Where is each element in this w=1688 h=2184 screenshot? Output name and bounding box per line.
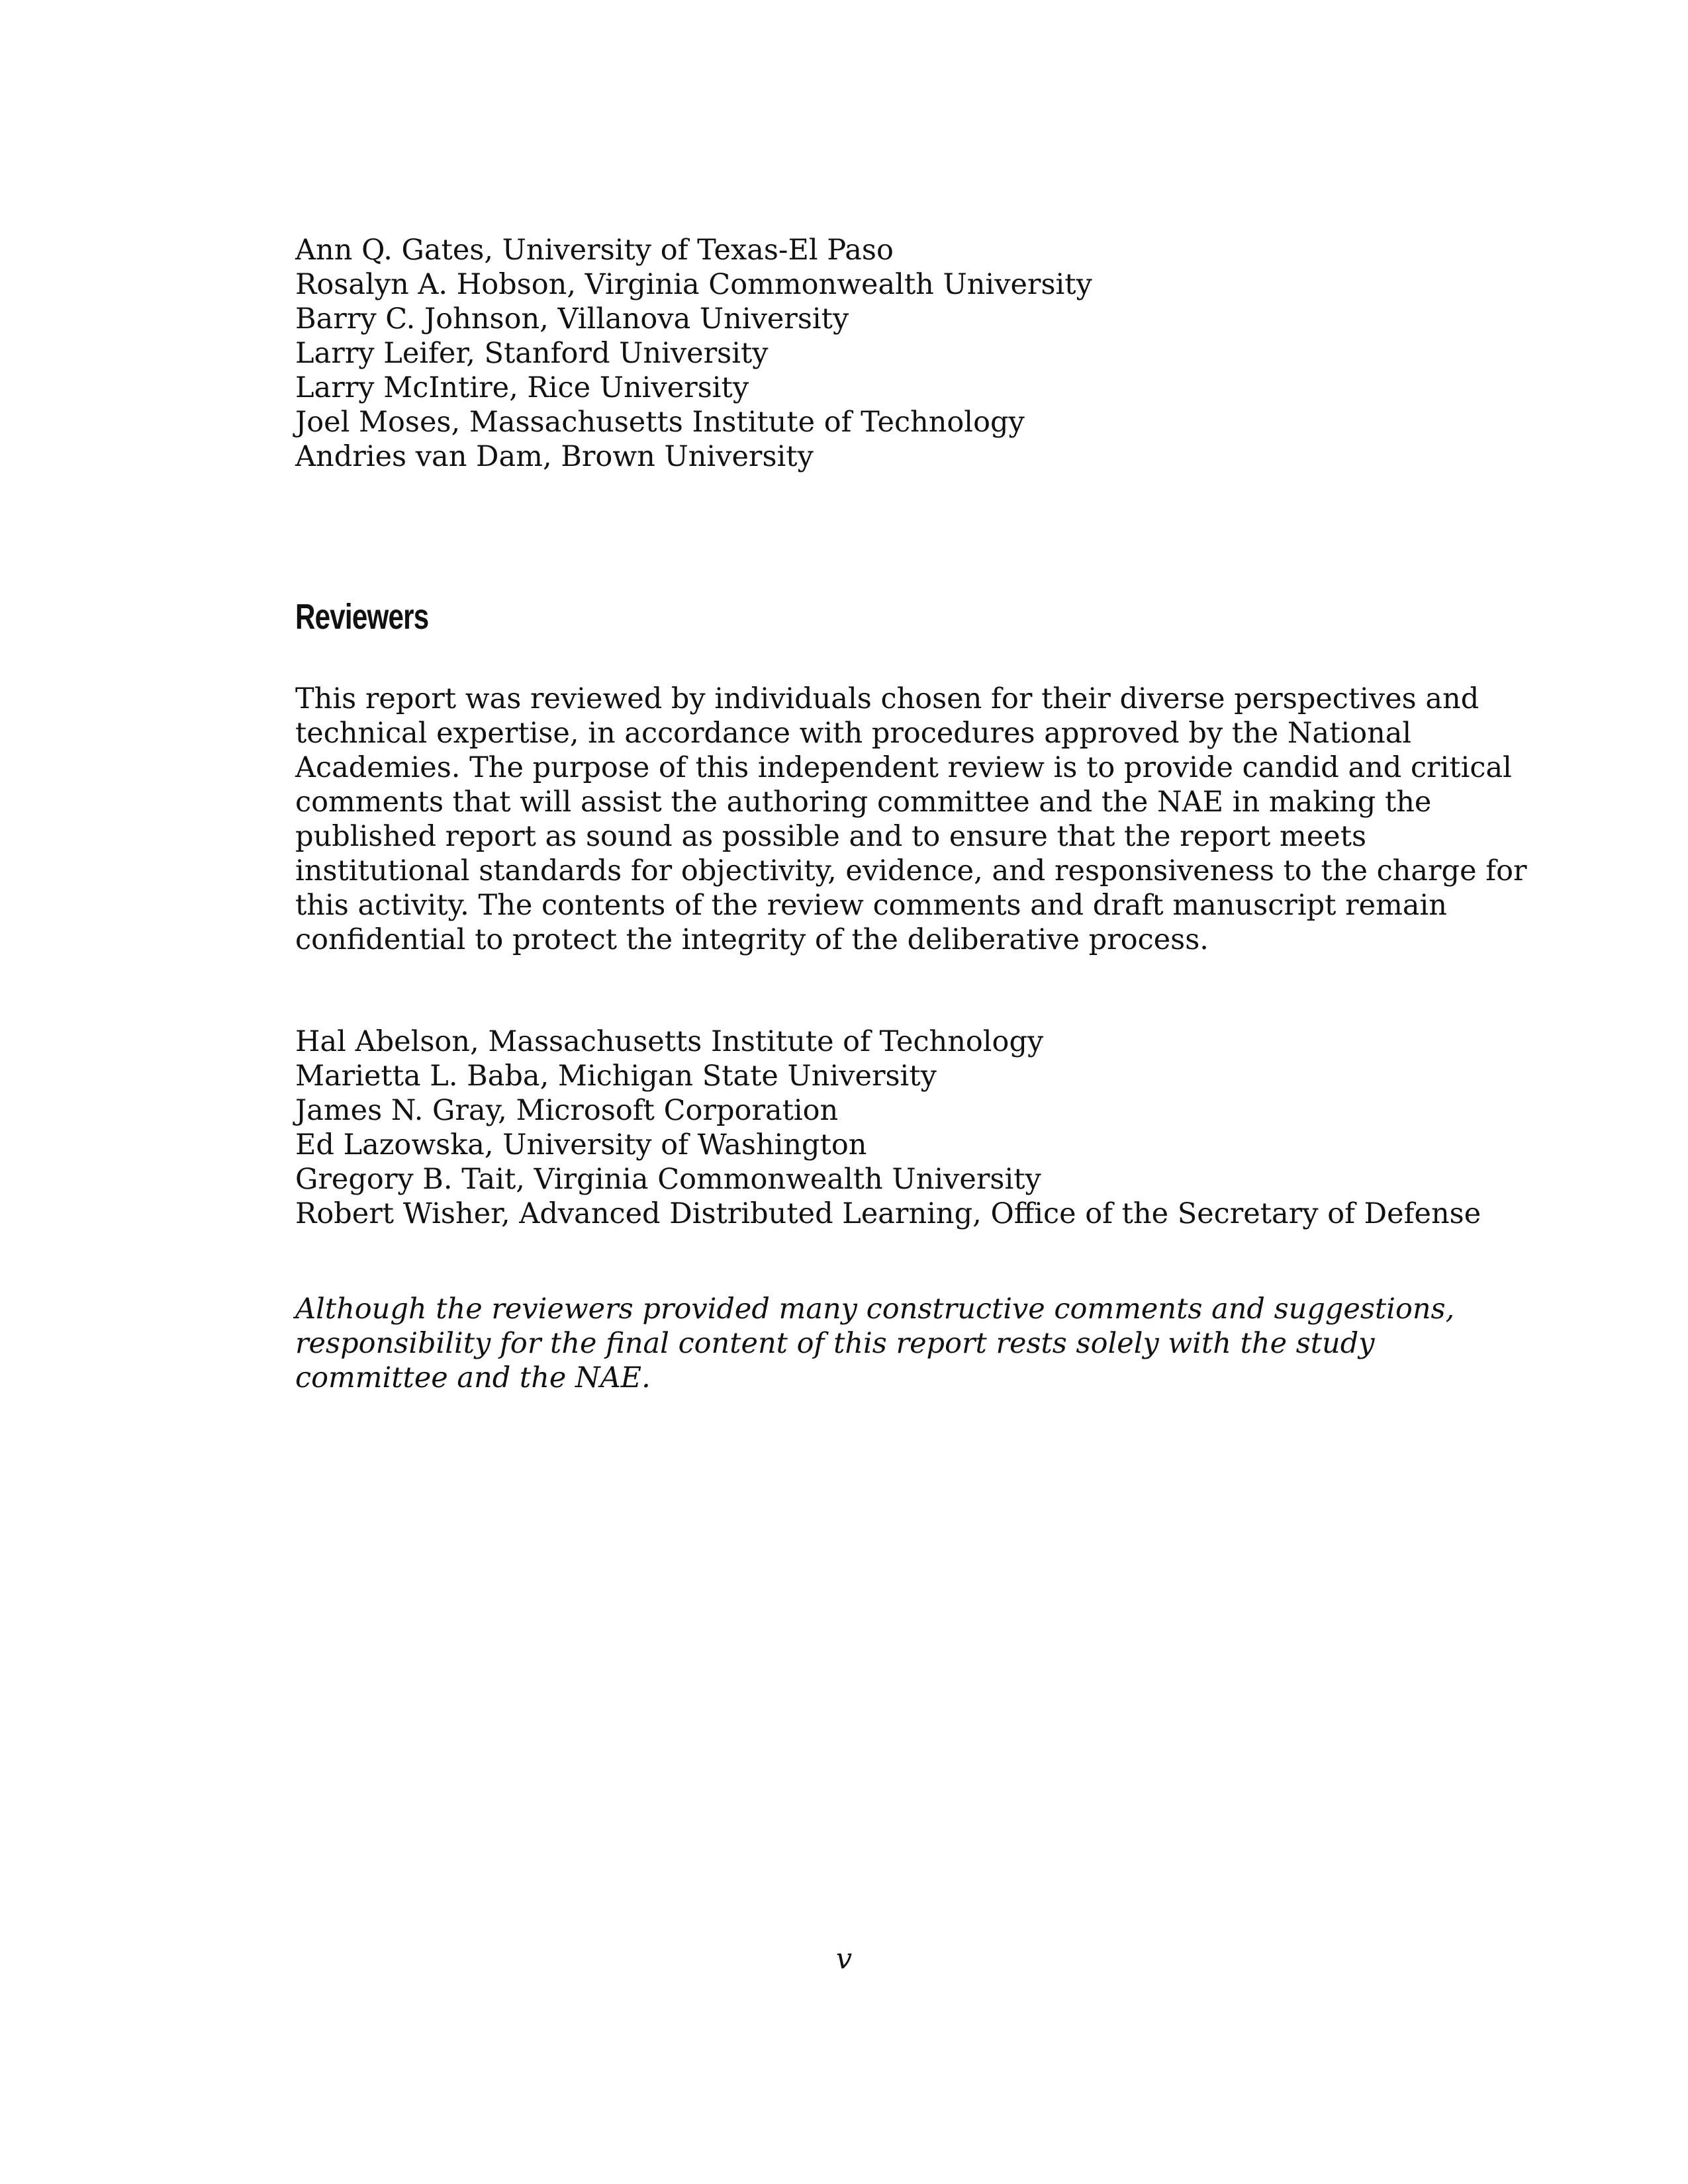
- committee-member: Larry McIntire, Rice University: [295, 371, 749, 404]
- committee-member: Andries van Dam, Brown University: [295, 440, 814, 473]
- reviewer: Hal Abelson, Massachusetts Institute of Technology: [295, 1025, 1044, 1058]
- reviewer: Gregory B. Tait, Virginia Commonwealth University: [295, 1163, 1041, 1196]
- paragraph-line: This report was reviewed by individuals chosen for their diverse perspectives and: [295, 682, 1479, 715]
- paragraph-line: Academies. The purpose of this independent review is to provide candid and critical: [295, 751, 1512, 784]
- committee-member: Ann Q. Gates, University of Texas-El Paso: [295, 234, 894, 267]
- paragraph-line: confidential to protect the integrity of the deliberative process.: [295, 923, 1209, 956]
- disclaimer-line: committee and the NAE.: [295, 1361, 651, 1394]
- reviewer: Marietta L. Baba, Michigan State University: [295, 1060, 937, 1093]
- reviewers-intro-paragraph: [295, 682, 1527, 957]
- committee-member: Larry Leifer, Stanford University: [295, 337, 769, 370]
- disclaimer-paragraph: [295, 1292, 1455, 1395]
- paragraph-line: institutional standards for objectivity, evidence, and responsiveness to the charge for: [295, 854, 1527, 887]
- page-number: v: [835, 1942, 853, 1976]
- committee-member: Barry C. Johnson, Villanova University: [295, 302, 849, 336]
- paragraph-line: this activity. The contents of the review comments and draft manuscript remain: [295, 889, 1447, 922]
- committee-member: Joel Moses, Massachusetts Institute of Technology: [295, 406, 1025, 439]
- paragraph-line: comments that will assist the authoring committee and the NAE in making the: [295, 786, 1432, 819]
- disclaimer-line: responsibility for the final content of this report rests solely with the study: [295, 1327, 1375, 1360]
- page-content: [295, 233, 1527, 1394]
- paragraph-line: technical expertise, in accordance with procedures approved by the National: [295, 717, 1412, 750]
- reviewer: James N. Gray, Microsoft Corporation: [295, 1094, 839, 1127]
- committee-member: Rosalyn A. Hobson, Virginia Commonwealth University: [295, 268, 1092, 301]
- reviewer: Robert Wisher, Advanced Distributed Learning, Office of the Secretary of Defense: [295, 1197, 1481, 1230]
- reviewer-list: [295, 1024, 1481, 1231]
- disclaimer-line: Although the reviewers provided many constructive comments and suggestions,: [295, 1293, 1455, 1326]
- reviewers-heading: Reviewers: [295, 597, 429, 637]
- paragraph-line: published report as sound as possible and to ensure that the report meets: [295, 820, 1367, 853]
- reviewer: Ed Lazowska, University of Washington: [295, 1128, 867, 1161]
- committee-member-list: [295, 233, 1434, 474]
